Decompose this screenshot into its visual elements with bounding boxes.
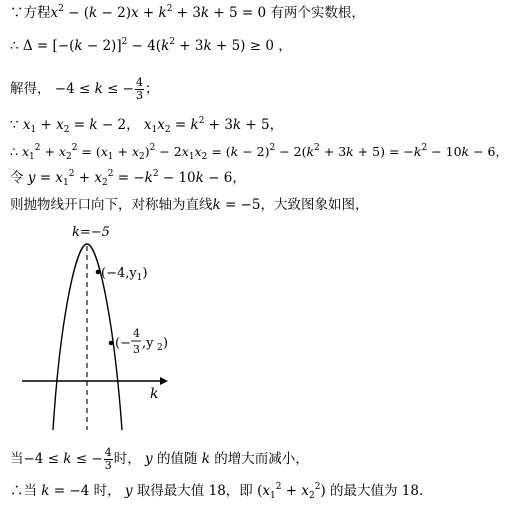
line-8: 当−4 ≤ k ≤ − $\frac{4}{3}$ 时， y 的值随 k 的增大而减小， [10, 446, 309, 472]
line-4: ∵ $x_1 + x_2 = k - 2$， $x_1x_2 = k^2 + 3k + 5$， [10, 116, 284, 135]
line-6-prefix: 令 [10, 170, 24, 186]
svg-text:4: 4 [133, 327, 140, 340]
point-2 [109, 341, 114, 346]
line-9: ∴当 k = −4 时， y 取得最大值 18，即 $(x_1^2 + x_2^2)$ 的最大值为 18. [10, 482, 424, 501]
svg-text:2: 2 [157, 343, 163, 353]
k-axis-label: k [150, 386, 159, 402]
svg-text:3: 3 [133, 343, 140, 356]
svg-text:(−: (− [115, 336, 131, 351]
fraction-four-thirds: $\frac{4}{3}$ [136, 76, 143, 102]
svg-text:,y: ,y [142, 336, 154, 351]
line-4-suffix: ， [269, 117, 284, 133]
line-5: ∴ $x_1^2 + x_2^2 = (x_1 + x_2)^2 - 2x_1x_2 = (k - 2)^2 - 2(k^2 + 3k + 5) = -k^2 - 10k - 6$， [10, 143, 508, 162]
fraction-four-thirds-2: $\frac{4}{3}$ [104, 446, 112, 472]
line-3-suffix: ； [145, 81, 159, 97]
line-9-prefix: ∴当 [10, 483, 37, 499]
line-4-prefix: ∵ [10, 117, 19, 133]
line-7-text-b: ，大致图象如图， [260, 197, 369, 213]
line-6-suffix: ， [232, 170, 246, 186]
point-2-label [115, 327, 168, 356]
line-7: 则抛物线开口向下，对称轴为直线k = −5，大致图象如图， [10, 197, 369, 213]
parabola-figure [0, 220, 200, 430]
line-2: ∴ $\Delta = [-(k - 2)]^2 - 4(k^2 + 3k + 5) \ge 0$ ， [10, 37, 292, 54]
point-1 [96, 270, 101, 275]
line-9-mid-b: 取得最大值 18，即 [136, 483, 253, 499]
line-3: 解得， −4 ≤ k ≤ − $\frac{4}{3}$ ； [10, 76, 159, 102]
line-2-suffix: ， [278, 38, 292, 54]
point-1-label: $(-4,y_1)$ [101, 266, 148, 283]
line-8-suffix-c: 的增大而减小， [214, 451, 309, 467]
line-5-suffix: ， [495, 144, 508, 159]
line-9-suffix: 的最大值为 18. [330, 483, 424, 499]
line-1-suffix: 有两个实数根， [270, 5, 365, 21]
line-7-text-a: 则抛物线开口向下，对称轴为直线 [10, 197, 213, 213]
line-9-mid-a: 时， [93, 483, 121, 499]
line-3-prefix: 解得， [10, 81, 51, 97]
svg-text:): ) [163, 336, 169, 351]
k-axis-arrow [160, 377, 168, 385]
line-8-suffix-b: 的值随 [156, 451, 198, 467]
line-1: ∵方程$x^2 - (k - 2)x + k^2 + 3k + 5 = 0$ 有两个实数根， [10, 4, 365, 21]
symmetry-axis-label: k=−5 [72, 225, 110, 240]
line-5-prefix: ∴ [10, 144, 18, 159]
line-8-prefix: 当 [10, 451, 24, 467]
line-2-prefix: ∴ [10, 38, 19, 54]
line-6: 令 $y = x_1^2 + x_2^2 = -k^2 - 10k - 6$， [10, 169, 246, 188]
line-1-prefix: ∵方程 [10, 5, 51, 21]
line-8-suffix-a: 时， [113, 451, 141, 467]
